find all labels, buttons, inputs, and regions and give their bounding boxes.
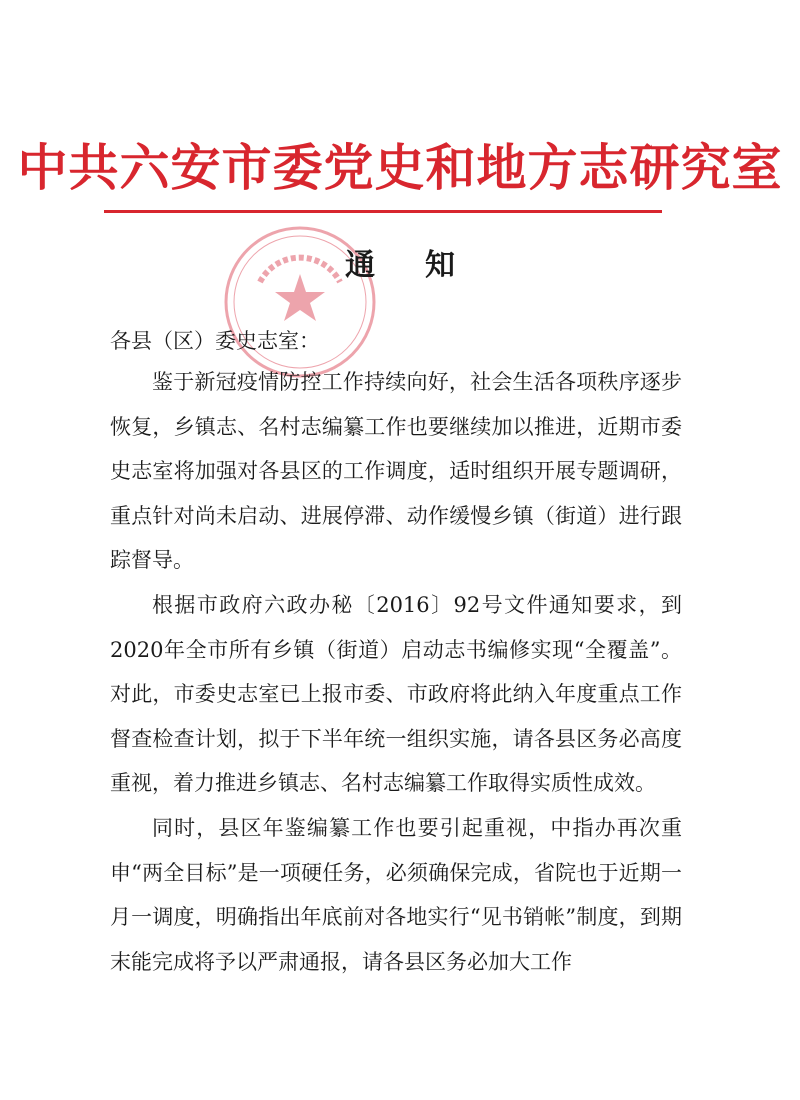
body-paragraph-2: 根据市政府六政办秘〔2016〕92号文件通知要求，到2020年全市所有乡镇（街道）启动志书编修实现“全覆盖”。对此，市委史志室已上报市委、市政府将此纳入年度重点工作督查检查计划，拟于下半年统一组织实施，请各县区务必高度重视，着力推进乡镇志、名村志编纂工作取得实质性成效。	[110, 592, 682, 796]
salutation: 各县（区）委史志室：	[110, 329, 320, 353]
notice-title: 通知	[345, 248, 505, 283]
letterhead-red-rule	[104, 210, 662, 213]
letterhead-title: 中共六安市委党史和地方志研究室	[17, 138, 783, 197]
body-paragraph-1: 鉴于新冠疫情防控工作持续向好，社会生活各项秩序逐步恢复，乡镇志、名村志编纂工作也要继续加以推进，近期市委史志室将加强对各县区的工作调度，适时组织开展专题调研，重点针对尚未启动、进展停滞、动作缓慢乡镇（街道）进行跟踪督导。	[110, 370, 682, 573]
letter-body	[110, 360, 682, 984]
body-paragraph-3: 同时，县区年鉴编纂工作也要引起重视，中指办再次重申“两全目标”是一项硬任务，必须确保完成，省院也于近期一月一调度，明确指出年底前对各地实行“见书销帐”制度，到期末能完成将予以严肃通报，请各县区务必加大工作	[110, 815, 682, 974]
